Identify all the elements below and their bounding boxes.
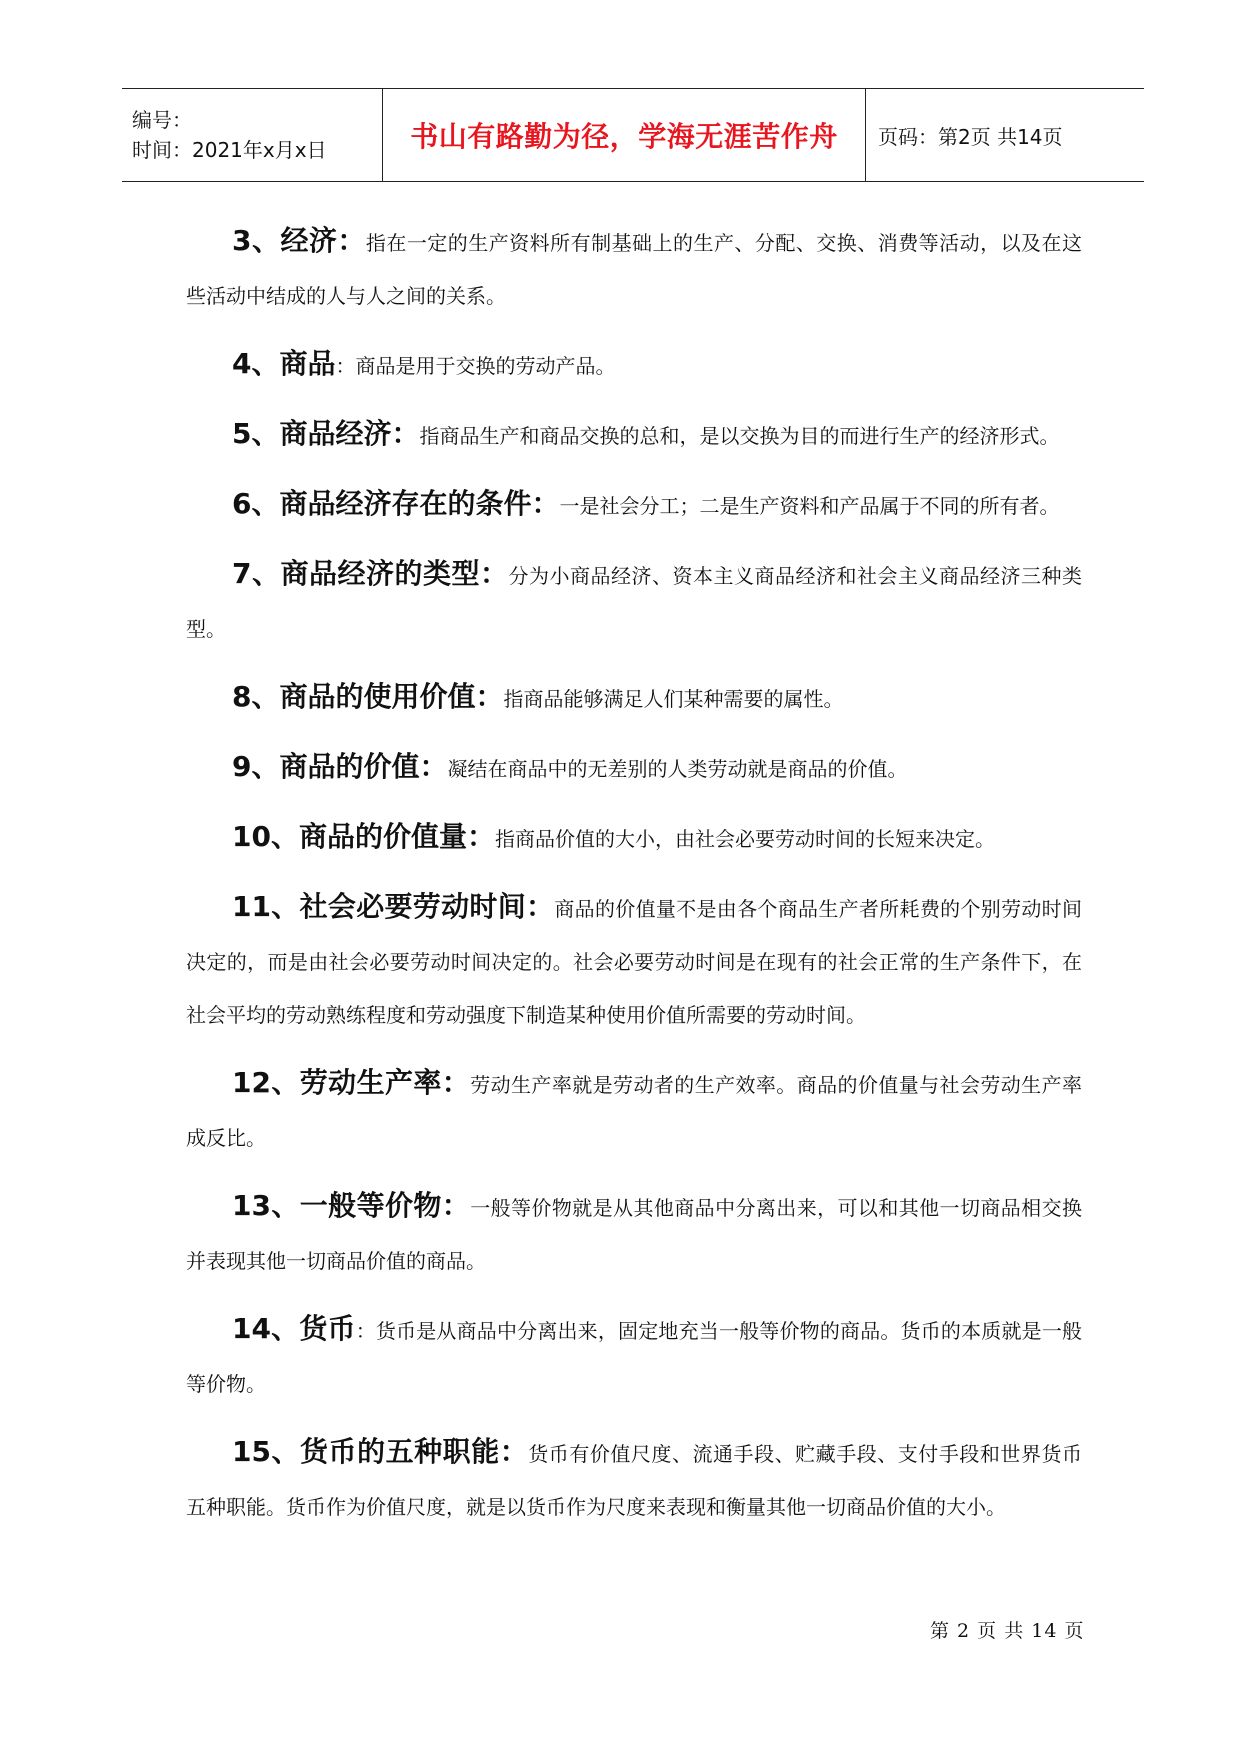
item-description: 货币有价值尺度、流通手段、贮藏手段、支付手段和世界货币五种职能。货币作为价值尺度，就是以货币作为尺度来表现和衡量其他一切商品价值的大小。 bbox=[186, 1442, 1082, 1519]
definition-item bbox=[186, 1056, 1082, 1165]
definition-item bbox=[186, 1425, 1082, 1534]
item-description: 凝结在商品中的无差别的人类劳动就是商品的价值。 bbox=[447, 757, 908, 781]
item-description: 指商品生产和商品交换的总和，是以交换为目的而进行生产的经济形式。 bbox=[419, 424, 1060, 448]
item-number: 5、 bbox=[232, 417, 280, 450]
item-term: 社会必要劳动时间： bbox=[299, 890, 555, 923]
header-page-code: 页码：第2页 共14页 bbox=[878, 124, 1063, 149]
item-number: 8、 bbox=[232, 680, 280, 713]
item-description: 一般等价物就是从其他商品中分离出来，可以和其他一切商品相交换并表现其他一切商品价值的商品。 bbox=[186, 1196, 1082, 1273]
item-term: 商品经济： bbox=[279, 417, 420, 450]
item-term: 货币 bbox=[299, 1312, 356, 1345]
item-description: 一是社会分工；二是生产资料和产品属于不同的所有者。 bbox=[559, 494, 1060, 518]
definition-item bbox=[186, 1302, 1082, 1411]
item-description: 劳动生产率就是劳动者的生产效率。商品的价值量与社会劳动生产率成反比。 bbox=[186, 1073, 1082, 1150]
item-number: 11、 bbox=[232, 890, 300, 923]
item-term: 劳动生产率： bbox=[299, 1066, 471, 1099]
definition-item bbox=[186, 337, 1082, 393]
definition-item bbox=[186, 670, 1082, 726]
definition-item bbox=[186, 1179, 1082, 1288]
item-number: 10、 bbox=[232, 820, 299, 853]
item-number: 4、 bbox=[232, 347, 280, 380]
item-term: 商品经济存在的条件： bbox=[279, 487, 560, 520]
item-term: 商品的价值： bbox=[279, 750, 448, 783]
definition-item bbox=[186, 477, 1082, 533]
item-term: 商品的使用价值： bbox=[279, 680, 504, 713]
item-description: ：货币是从商品中分离出来，固定地充当一般等价物的商品。货币的本质就是一般等价物。 bbox=[186, 1319, 1082, 1396]
item-number: 15、 bbox=[232, 1435, 301, 1468]
item-number: 7、 bbox=[232, 557, 281, 590]
header-meta bbox=[122, 89, 382, 181]
item-description: 分为小商品经济、资本主义商品经济和社会主义商品经济三种类型。 bbox=[186, 564, 1082, 641]
item-number: 12、 bbox=[232, 1066, 300, 1099]
item-description: 指商品能够满足人们某种需要的属性。 bbox=[503, 687, 844, 711]
page-header bbox=[122, 88, 1144, 182]
definition-item bbox=[186, 810, 1082, 866]
item-number: 6、 bbox=[232, 487, 280, 520]
item-term: 商品 bbox=[279, 347, 336, 380]
item-term: 商品的价值量： bbox=[298, 820, 495, 853]
item-number: 3、 bbox=[232, 224, 281, 257]
item-description: 商品的价值量不是由各个商品生产者所耗费的个别劳动时间决定的，而是由社会必要劳动时间决定的。社会必要劳动时间是在现有的社会正常的生产条件下，在社会平均的劳动熟练程度和劳动强度下制造某种使用价值所需要的劳动时间。 bbox=[186, 897, 1082, 1027]
definition-list bbox=[186, 214, 1082, 1548]
item-term: 商品经济的类型： bbox=[280, 557, 509, 590]
definition-item bbox=[186, 547, 1082, 656]
item-term: 一般等价物： bbox=[299, 1189, 471, 1222]
item-number: 9、 bbox=[232, 750, 280, 783]
definition-item bbox=[186, 740, 1082, 796]
definition-item bbox=[186, 880, 1082, 1042]
item-description: 指商品价值的大小，由社会必要劳动时间的长短来决定。 bbox=[494, 827, 995, 851]
header-motto: 书山有路勤为径，学海无涯苦作舟 bbox=[382, 89, 866, 181]
document-time: 时间：2021年x月x日 bbox=[132, 138, 327, 162]
item-term: 货币的五种职能： bbox=[300, 1435, 529, 1468]
item-description: ：商品是用于交换的劳动产品。 bbox=[335, 354, 616, 378]
definition-item bbox=[186, 407, 1082, 463]
page-footer: 第 2 页 共 14 页 bbox=[930, 1620, 1085, 1642]
document-number-label: 编号： bbox=[132, 108, 192, 132]
item-number: 14、 bbox=[232, 1312, 300, 1345]
definition-item bbox=[186, 214, 1082, 323]
item-number: 13、 bbox=[232, 1189, 300, 1222]
item-description: 指在一定的生产资料所有制基础上的生产、分配、交换、消费等活动，以及在这些活动中结成的人与人之间的关系。 bbox=[186, 231, 1083, 308]
item-term: 经济： bbox=[280, 224, 366, 257]
